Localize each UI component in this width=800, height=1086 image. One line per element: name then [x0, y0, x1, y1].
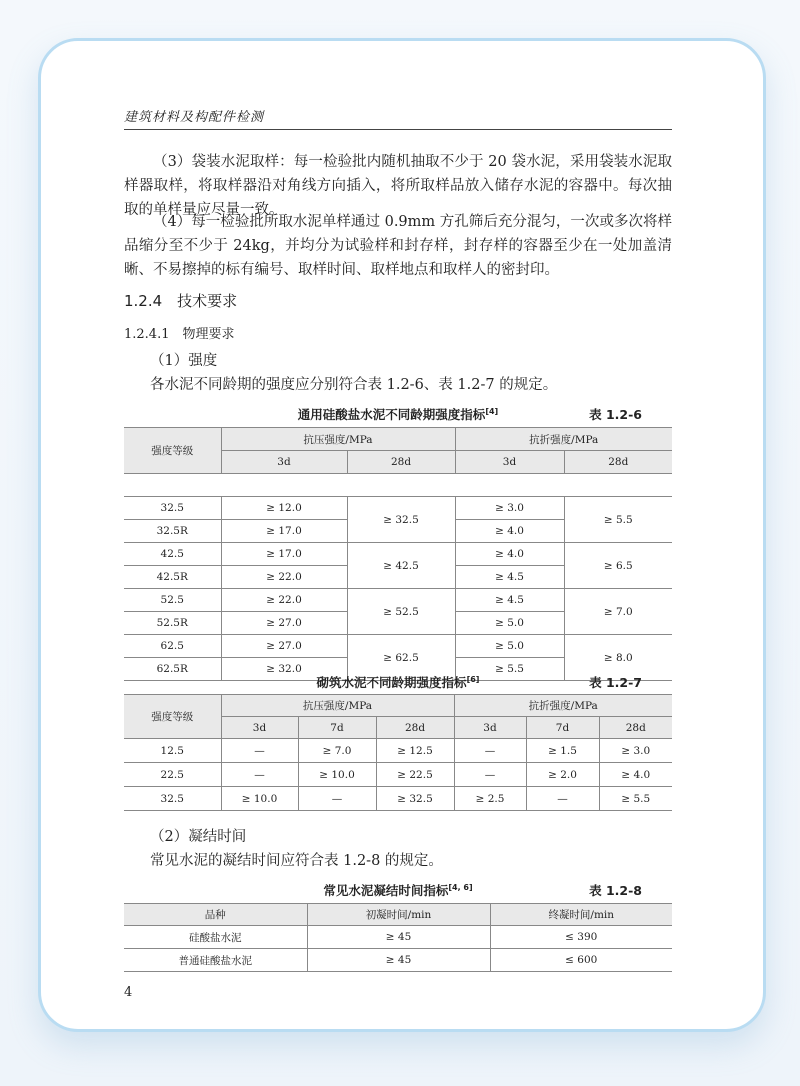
table-row — [124, 926, 672, 949]
page-number: 4 — [124, 985, 133, 1000]
cell-value: ≥ 7.0 — [298, 739, 376, 763]
paragraph-3: （3）袋装水泥取样：每一检验批内随机抽取不少于 20 袋水泥，采用袋装水泥取样器取样，将取样器沿对角线方向插入，将所取样品放入储存水泥的容器中。每次抽取的单样量应尽量一致。 — [124, 154, 672, 218]
cell-variety: 硅酸盐水泥 — [124, 926, 307, 949]
cell-value: ≥ 5.0 — [455, 612, 564, 635]
table-6-ref: [4] — [485, 406, 499, 416]
header-7d: 7d — [298, 717, 376, 739]
cell-value: — — [454, 739, 526, 763]
cell-value: ≥ 4.5 — [455, 566, 564, 589]
cell-value: ≥ 4.0 — [599, 763, 672, 787]
cell-value: ≥ 32.5 — [347, 497, 455, 543]
section-heading: 1.2.4 技术要求 — [124, 292, 238, 310]
cell-variety: 普通硅酸盐水泥 — [124, 949, 307, 972]
cell-value: ≥ 42.5 — [347, 543, 455, 589]
subsection-heading: 1.2.4.1 物理要求 — [124, 327, 235, 342]
cell-value: — — [221, 763, 298, 787]
cell-value: ≥ 10.0 — [221, 787, 298, 811]
header-3d: 3d — [455, 451, 564, 474]
cell-value: ≥ 62.5 — [347, 635, 455, 681]
cell-value: ≥ 52.5 — [347, 589, 455, 635]
cell-grade: 32.5 — [124, 787, 221, 811]
header-compressive: 抗压强度/MPa — [221, 695, 454, 717]
table-7 — [124, 694, 672, 811]
table-8 — [124, 903, 672, 972]
cell-value: ≥ 22.5 — [376, 763, 454, 787]
cell-value: ≥ 32.0 — [221, 658, 347, 681]
cell-value: — — [526, 787, 599, 811]
header-flexural: 抗折强度/MPa — [454, 695, 672, 717]
cell-value: ≥ 8.0 — [564, 635, 672, 681]
cell-grade: 12.5 — [124, 739, 221, 763]
cell-value: ≥ 45 — [307, 926, 490, 949]
setting-text: 常见水泥的凝结时间应符合表 1.2-8 的规定。 — [150, 853, 443, 869]
cell-value: — — [298, 787, 376, 811]
cell-grade: 52.5 — [124, 589, 221, 612]
table-row — [124, 497, 672, 520]
cell-value: ≥ 2.0 — [526, 763, 599, 787]
cell-value: ≥ 22.0 — [221, 566, 347, 589]
header-final-set: 终凝时间/min — [490, 904, 672, 926]
cell-value: ≥ 5.5 — [564, 497, 672, 543]
cell-value: ≥ 7.0 — [564, 589, 672, 635]
table-row — [124, 635, 672, 658]
cell-value: ≥ 4.0 — [455, 520, 564, 543]
table-8-title: 常见水泥凝结时间指标 — [323, 883, 449, 898]
cell-value: ≥ 32.5 — [376, 787, 454, 811]
table-row — [124, 949, 672, 972]
strength-text: 各水泥不同龄期的强度应分别符合表 1.2-6、表 1.2-7 的规定。 — [150, 377, 558, 393]
table-6-number: 表 1.2-6 — [589, 407, 642, 422]
header-28d: 28d — [347, 451, 455, 474]
cell-grade: 22.5 — [124, 763, 221, 787]
table-7-title: 砌筑水泥不同龄期强度指标 — [316, 675, 467, 690]
header-grade: 强度等级 — [124, 695, 221, 739]
cell-value: ≥ 5.5 — [599, 787, 672, 811]
cell-value: — — [221, 739, 298, 763]
table-8-ref: [4, 6] — [448, 882, 473, 892]
cell-value: ≥ 4.5 — [455, 589, 564, 612]
cell-value: ≥ 12.5 — [376, 739, 454, 763]
cell-value: ≥ 22.0 — [221, 589, 347, 612]
cell-value: ≥ 17.0 — [221, 543, 347, 566]
strength-label: （1）强度 — [150, 353, 218, 369]
cell-value: ≥ 6.5 — [564, 543, 672, 589]
header-flexural: 抗折强度/MPa — [455, 428, 672, 451]
cell-value: ≥ 5.0 — [455, 635, 564, 658]
setting-label: （2）凝结时间 — [150, 829, 247, 845]
header-3d: 3d — [221, 451, 347, 474]
cell-value: ≥ 45 — [307, 949, 490, 972]
cell-value: ≥ 1.5 — [526, 739, 599, 763]
cell-value: ≥ 27.0 — [221, 612, 347, 635]
cell-grade: 52.5R — [124, 612, 221, 635]
table-row — [124, 543, 672, 566]
header-28d: 28d — [376, 717, 454, 739]
table-7-number: 表 1.2-7 — [589, 675, 642, 690]
cell-value: ≤ 390 — [490, 926, 672, 949]
running-head: 建筑材料及构配件检测 — [124, 106, 672, 130]
cell-grade: 42.5 — [124, 543, 221, 566]
header-3d: 3d — [454, 717, 526, 739]
cell-grade: 32.5R — [124, 520, 221, 543]
header-7d: 7d — [526, 717, 599, 739]
cell-value: — — [454, 763, 526, 787]
cell-value: ≥ 5.5 — [455, 658, 564, 681]
cell-grade: 62.5 — [124, 635, 221, 658]
table-row — [124, 763, 672, 787]
table-row — [124, 787, 672, 811]
paragraph-4: （4）每一检验批所取水泥单样通过 0.9mm 方孔筛后充分混匀，一次或多次将样品缩分至不少于 24kg，并均分为试验样和封存样，封存样的容器至少在一处加盖清晰、不易擦掉的标有编号、取样时间、取样地点和取样人的密封印。 — [124, 214, 672, 278]
cell-grade: 32.5 — [124, 497, 221, 520]
header-28d: 28d — [599, 717, 672, 739]
cell-value: ≥ 3.0 — [599, 739, 672, 763]
header-initial-set: 初凝时间/min — [307, 904, 490, 926]
table-row — [124, 589, 672, 612]
header-3d: 3d — [221, 717, 298, 739]
cell-value: ≥ 2.5 — [454, 787, 526, 811]
table-7-ref: [6] — [466, 674, 480, 684]
table-8-number: 表 1.2-8 — [589, 883, 642, 898]
cell-value: ≥ 17.0 — [221, 520, 347, 543]
cell-value: ≥ 12.0 — [221, 497, 347, 520]
cell-value: ≤ 600 — [490, 949, 672, 972]
cell-value: ≥ 10.0 — [298, 763, 376, 787]
table-6 — [124, 427, 672, 681]
cell-value: ≥ 27.0 — [221, 635, 347, 658]
header-variety: 品种 — [124, 904, 307, 926]
cell-grade: 42.5R — [124, 566, 221, 589]
header-grade: 强度等级 — [124, 428, 221, 474]
header-28d: 28d — [564, 451, 672, 474]
table-row — [124, 739, 672, 763]
cell-value: ≥ 3.0 — [455, 497, 564, 520]
header-compressive: 抗压强度/MPa — [221, 428, 455, 451]
cell-value: ≥ 4.0 — [455, 543, 564, 566]
cell-grade: 62.5R — [124, 658, 221, 681]
table-6-title: 通用硅酸盐水泥不同龄期强度指标 — [297, 407, 486, 422]
